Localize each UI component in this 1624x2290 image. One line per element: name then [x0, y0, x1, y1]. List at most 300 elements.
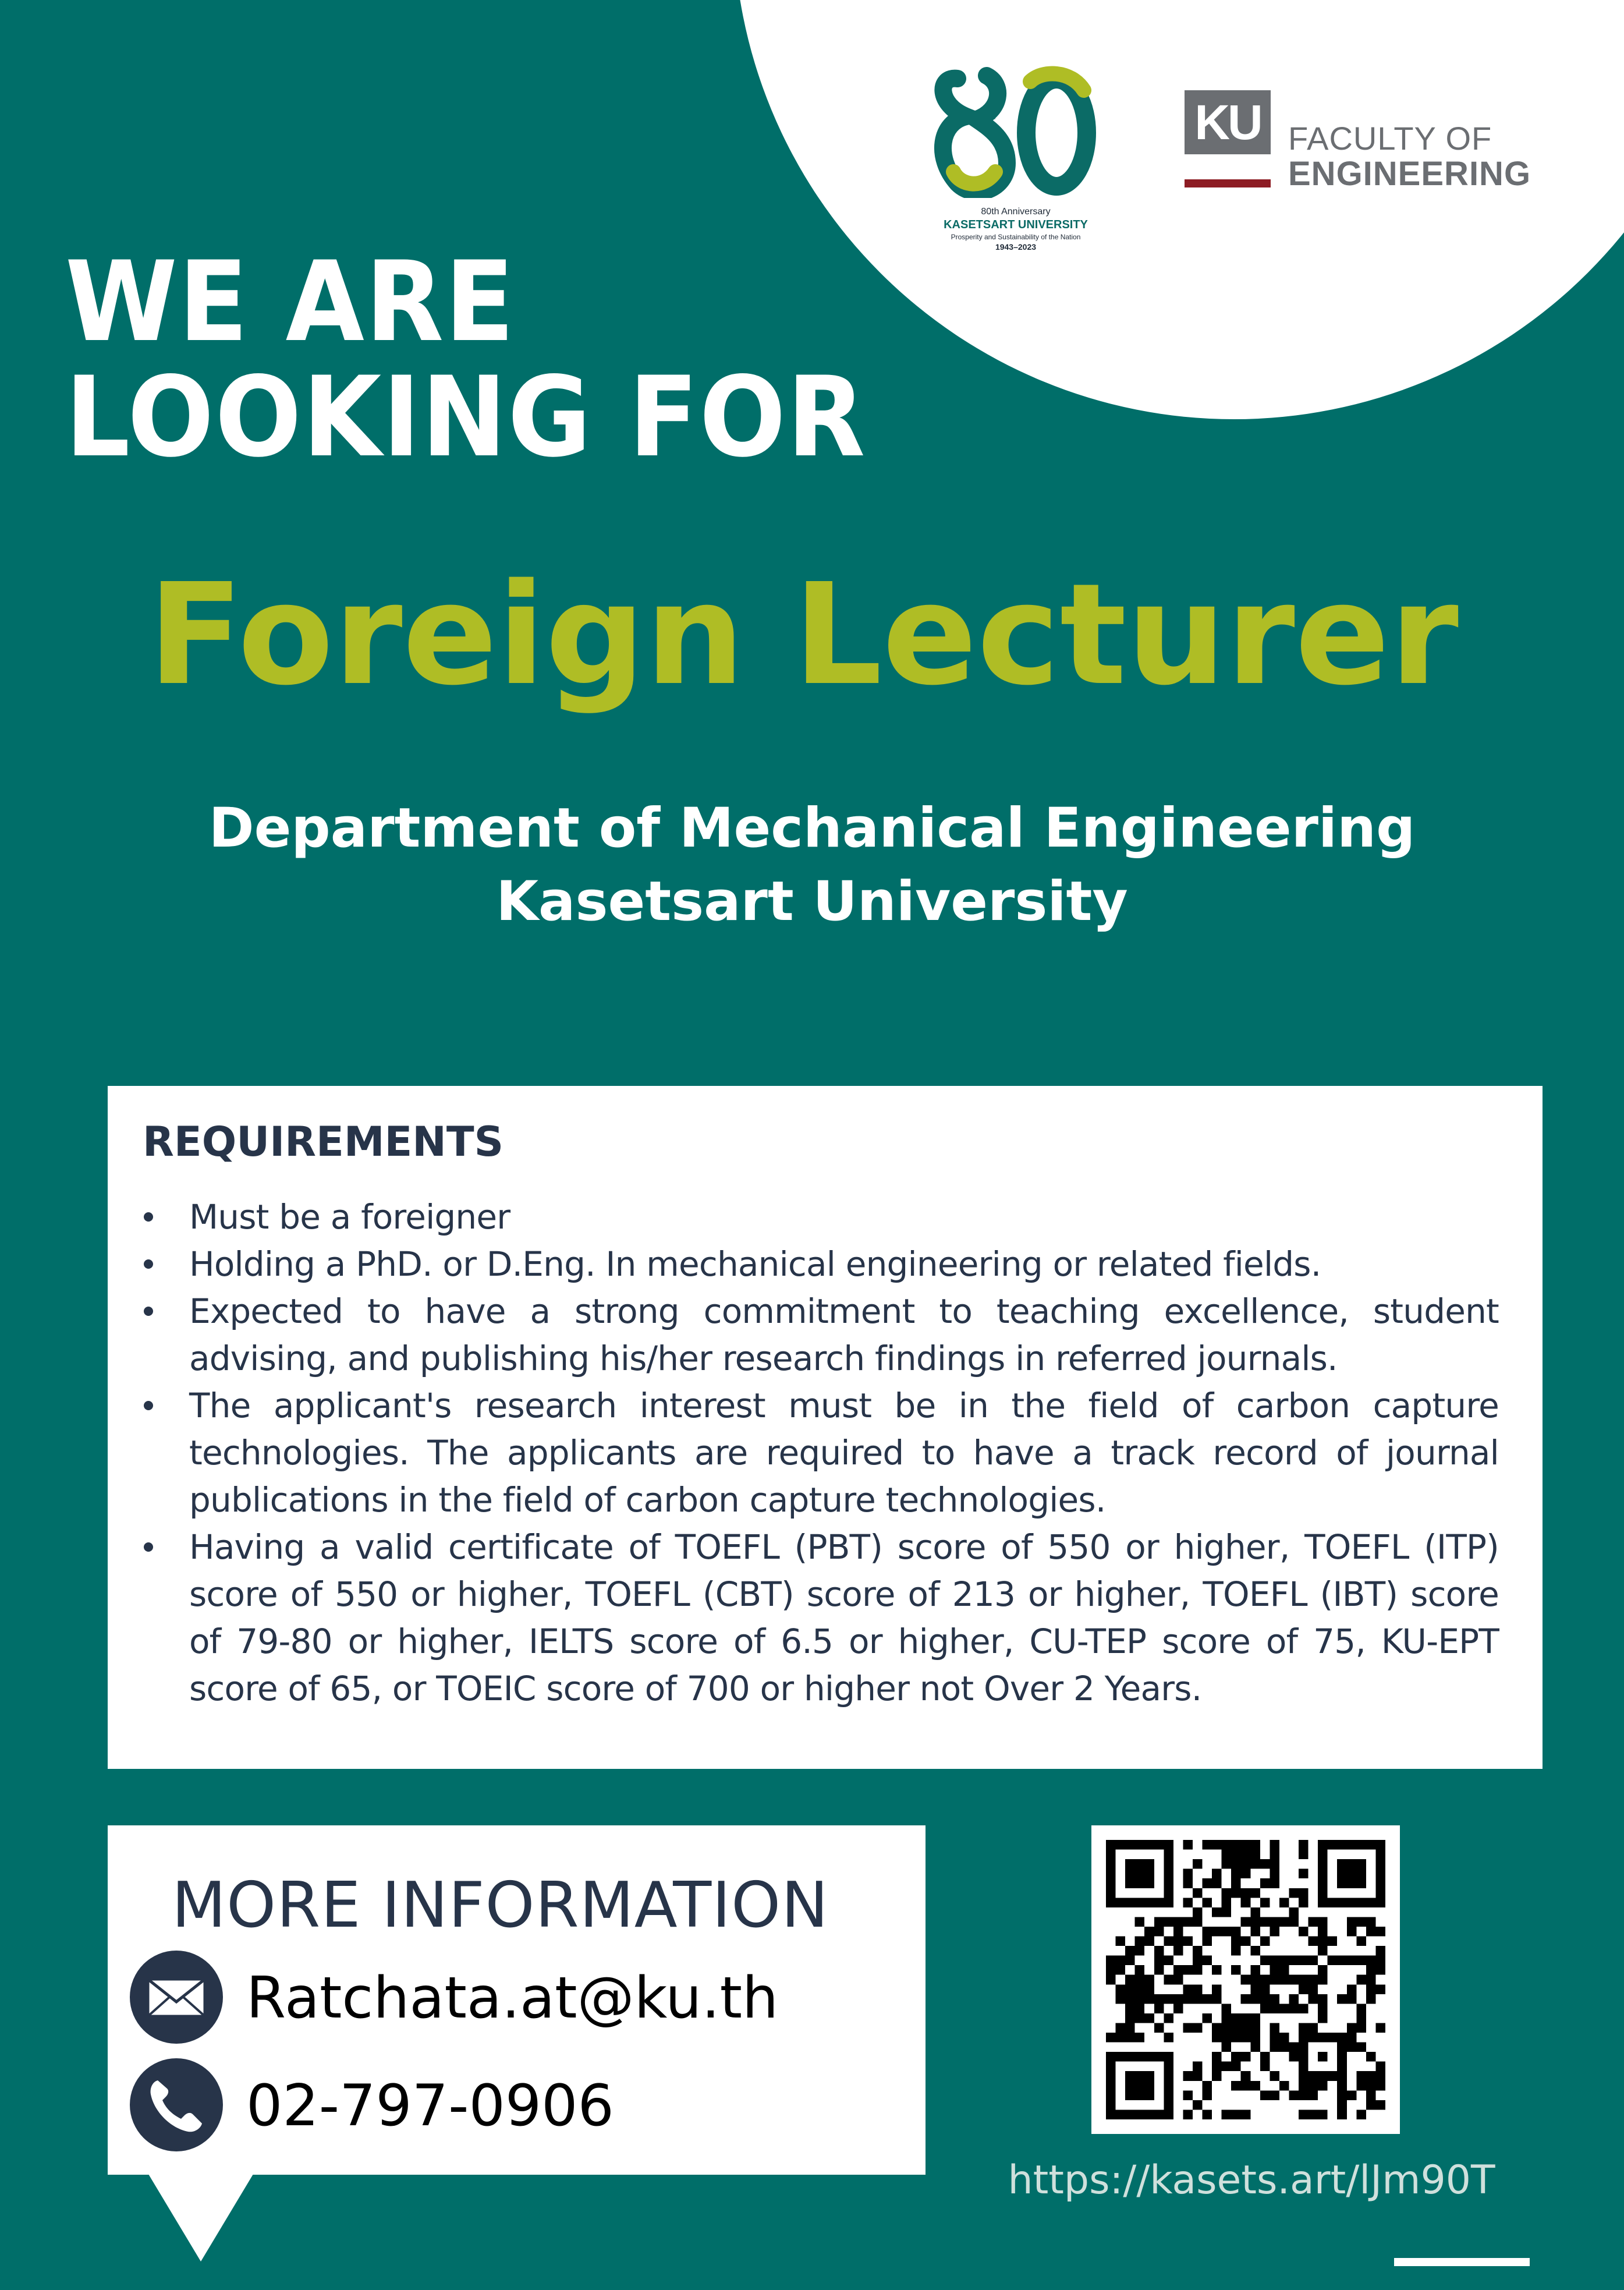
qr-module: [1106, 1956, 1116, 1966]
qr-module: [1241, 1994, 1251, 2004]
qr-module: [1135, 1965, 1145, 1975]
qr-module: [1299, 1869, 1309, 1879]
qr-module: [1270, 1850, 1279, 1860]
qr-module: [1193, 2062, 1203, 2072]
qr-module: [1337, 2052, 1347, 2062]
qr-module: [1241, 2110, 1251, 2119]
qr-module: [1231, 1840, 1241, 1850]
qr-module: [1260, 1975, 1270, 1985]
qr-module: [1337, 1878, 1347, 1888]
qr-module: [1183, 1984, 1193, 1994]
qr-module: [1116, 1994, 1126, 2004]
qr-module: [1356, 2043, 1366, 2052]
qr-module: [1299, 2062, 1309, 2072]
qr-module: [1347, 1869, 1357, 1879]
qr-module: [1250, 1888, 1260, 1898]
qr-module: [1366, 2100, 1376, 2110]
qr-module: [1260, 1859, 1270, 1869]
qr-module: [1375, 1888, 1385, 1898]
qr-module: [1203, 1898, 1212, 1907]
qr-module: [1318, 1937, 1328, 1946]
qr-module: [1231, 1878, 1241, 1888]
qr-module: [1241, 1937, 1251, 1946]
qr-module: [1183, 1878, 1193, 1888]
qr-module: [1222, 2033, 1232, 2043]
qr-module: [1250, 2043, 1260, 2052]
qr-module: [1309, 1994, 1318, 2004]
qr-module: [1299, 1956, 1309, 1966]
qr-module: [1366, 1898, 1376, 1907]
qr-module: [1289, 1888, 1299, 1898]
qr-module: [1231, 1937, 1241, 1946]
qr-module: [1135, 1984, 1145, 1994]
qr-module: [1375, 1927, 1385, 1937]
qr-module: [1347, 2033, 1357, 2043]
qr-module: [1375, 1869, 1385, 1879]
qr-module: [1241, 2033, 1251, 2043]
qr-module: [1212, 1994, 1222, 2004]
qr-module: [1337, 2081, 1347, 2091]
qr-module: [1173, 1937, 1183, 1946]
qr-module: [1183, 1898, 1193, 1907]
short-url-link[interactable]: https://kasets.art/lJm90T: [1008, 2157, 1495, 2203]
qr-module: [1347, 1840, 1357, 1850]
qr-module: [1250, 1965, 1260, 1975]
qr-module: [1366, 1965, 1376, 1975]
qr-module: [1260, 1878, 1270, 1888]
qr-module: [1279, 1975, 1289, 1985]
qr-module: [1125, 1898, 1135, 1907]
qr-module: [1309, 2023, 1318, 2033]
qr-module: [1231, 1927, 1241, 1937]
qr-module: [1318, 1965, 1328, 1975]
qr-module: [1212, 1840, 1222, 1850]
qr-module: [1347, 1927, 1357, 1937]
qr-module: [1231, 2062, 1241, 2072]
qr-module: [1193, 1984, 1203, 1994]
qr-module: [1289, 1975, 1299, 1985]
contact-email[interactable]: Ratchata.at@ku.th: [246, 1965, 779, 2031]
qr-module: [1144, 2090, 1154, 2100]
qr-module: [1212, 1878, 1222, 1888]
qr-module: [1231, 2033, 1241, 2043]
qr-module: [1203, 1927, 1212, 1937]
qr-module: [1309, 2071, 1318, 2081]
qr-module: [1154, 2052, 1164, 2062]
qr-module: [1116, 1937, 1126, 1946]
qr-module: [1125, 1994, 1135, 2004]
qr-module: [1356, 1975, 1366, 1985]
qr-module: [1356, 1937, 1366, 1946]
qr-module: [1270, 2033, 1279, 2043]
qr-module: [1125, 1859, 1135, 1869]
qr-module: [1270, 1994, 1279, 2004]
qr-module: [1106, 1840, 1116, 1850]
more-info-card: [108, 1825, 926, 2175]
qr-module: [1193, 1917, 1203, 1927]
qr-module: [1375, 1946, 1385, 1956]
qr-module: [1144, 2110, 1154, 2119]
qr-module: [1270, 1965, 1279, 1975]
qr-module: [1106, 2081, 1116, 2091]
qr-module: [1279, 1917, 1289, 1927]
qr-module: [1135, 1975, 1145, 1985]
qr-module: [1222, 1850, 1232, 1860]
qr-module: [1144, 2013, 1154, 2023]
qr-module: [1356, 2023, 1366, 2033]
qr-module: [1106, 1859, 1116, 1869]
speech-bubble-tail: [148, 2174, 253, 2261]
qr-module: [1154, 1898, 1164, 1907]
qr-module: [1173, 1975, 1183, 1985]
qr-module: [1337, 2110, 1347, 2119]
qr-module: [1116, 1898, 1126, 1907]
envelope-icon: [130, 1951, 223, 2044]
qr-module: [1318, 1859, 1328, 1869]
qr-module: [1144, 2081, 1154, 2091]
qr-module: [1375, 2062, 1385, 2072]
qr-module: [1125, 2013, 1135, 2023]
qr-module: [1183, 1965, 1193, 1975]
qr-module: [1375, 1898, 1385, 1907]
department-name: Department of Mechanical Engineering: [208, 797, 1416, 860]
qr-module: [1366, 1984, 1376, 1994]
qr-module: [1154, 2110, 1164, 2119]
qr-module: [1135, 1840, 1145, 1850]
qr-module: [1222, 2043, 1232, 2052]
qr-module: [1222, 2004, 1232, 2013]
anniversary-logo: [931, 64, 1100, 250]
qr-module: [1231, 2013, 1241, 2023]
qr-module: [1144, 1937, 1154, 1946]
qr-module: [1144, 1840, 1154, 1850]
qr-module: [1125, 1984, 1135, 1994]
qr-module: [1164, 2052, 1173, 2062]
qr-module: [1328, 2071, 1338, 2081]
qr-module: [1203, 2110, 1212, 2119]
requirements-card: [108, 1086, 1543, 1769]
qr-module: [1356, 1917, 1366, 1927]
qr-module: [1299, 1898, 1309, 1907]
qr-module: [1309, 2033, 1318, 2043]
qr-module: [1173, 1927, 1183, 1937]
qr-module: [1135, 2052, 1145, 2062]
qr-module: [1231, 2052, 1241, 2062]
qr-module: [1203, 2090, 1212, 2100]
qr-module: [1203, 1994, 1212, 2004]
qr-module: [1375, 2081, 1385, 2091]
qr-module: [1106, 1975, 1116, 1985]
qr-module: [1299, 1975, 1309, 1985]
qr-module: [1250, 1975, 1260, 1985]
qr-module: [1135, 1859, 1145, 1869]
qr-module: [1154, 1946, 1164, 1956]
qr-module: [1164, 2081, 1173, 2091]
requirement-item: Having a valid certificate of TOEFL (PBT) score of 550 or higher, TOEFL (ITP) score of 550 or higher, TOEFL (CBT) score of 213 or higher, TOEFL (IBT) score of 79-80 or higher, IELTS score of 6.5 or higher, CU-TEP score of 75, KU-EPT score of 65, or TOEIC score of 700 or higher not Over 2 Years.: [143, 1524, 1499, 1712]
qr-module: [1203, 1878, 1212, 1888]
qr-module: [1318, 2013, 1328, 2023]
qr-module: [1203, 2081, 1212, 2091]
qr-module: [1193, 1888, 1203, 1898]
qr-module: [1270, 2023, 1279, 2033]
qr-module: [1337, 1898, 1347, 1907]
qr-module: [1270, 1840, 1279, 1850]
qr-module: [1299, 1840, 1309, 1850]
qr-module: [1106, 1850, 1116, 1860]
qr-module: [1135, 1898, 1145, 1907]
qr-module: [1135, 2004, 1145, 2013]
qr-module: [1212, 1927, 1222, 1937]
qr-module: [1366, 1927, 1376, 1937]
qr-module: [1375, 2071, 1385, 2081]
qr-module: [1144, 2052, 1154, 2062]
qr-module: [1135, 2033, 1145, 2043]
qr-module: [1375, 1956, 1385, 1966]
qr-module: [1135, 1869, 1145, 1879]
qr-module: [1318, 1994, 1328, 2004]
qr-module: [1164, 1840, 1173, 1850]
qr-module: [1164, 1850, 1173, 1860]
qr-module: [1144, 1898, 1154, 1907]
anniversary-line4: 1943–2023: [995, 242, 1037, 252]
qr-module: [1193, 2100, 1203, 2110]
qr-module: [1164, 2033, 1173, 2043]
qr-module: [1106, 2100, 1116, 2110]
qr-module: [1318, 2004, 1328, 2013]
qr-module: [1337, 2043, 1347, 2052]
qr-module: [1164, 1937, 1173, 1946]
more-info-title: MORE INFORMATION: [172, 1869, 829, 1942]
qr-module: [1318, 2052, 1328, 2062]
qr-module: [1299, 1850, 1309, 1860]
qr-module: [1299, 2081, 1309, 2091]
qr-module: [1212, 1869, 1222, 1879]
qr-module: [1154, 1927, 1164, 1937]
qr-module: [1125, 2081, 1135, 2091]
qr-module: [1164, 1975, 1173, 1985]
qr-module: [1125, 1840, 1135, 1850]
qr-module: [1250, 1994, 1260, 2004]
qr-module: [1135, 2071, 1145, 2081]
qr-module: [1125, 2052, 1135, 2062]
qr-module: [1309, 2090, 1318, 2100]
qr-module: [1366, 1975, 1376, 1985]
qr-module: [1250, 1917, 1260, 1927]
qr-module: [1270, 1927, 1279, 1937]
qr-module: [1356, 2081, 1366, 2091]
qr-module: [1279, 2043, 1289, 2052]
qr-module: [1337, 1956, 1347, 1966]
qr-module: [1318, 1878, 1328, 1888]
qr-module: [1241, 2013, 1251, 2023]
qr-module: [1299, 1888, 1309, 1898]
qr-module: [1250, 1850, 1260, 1860]
qr-module: [1222, 2110, 1232, 2119]
qr-module: [1125, 2090, 1135, 2100]
qr-code-icon: [1106, 1840, 1385, 2119]
qr-module: [1212, 1907, 1222, 1917]
qr-module: [1347, 1994, 1357, 2004]
qr-module: [1270, 1869, 1279, 1879]
qr-module: [1173, 2004, 1183, 2013]
qr-module: [1299, 2052, 1309, 2062]
qr-module: [1193, 1965, 1203, 1975]
qr-module: [1125, 1956, 1135, 1966]
qr-module: [1309, 1984, 1318, 1994]
qr-module: [1173, 1994, 1183, 2004]
qr-module: [1231, 1869, 1241, 1879]
qr-module: [1347, 1984, 1357, 1994]
qr-module: [1144, 1878, 1154, 1888]
qr-module: [1328, 1956, 1338, 1966]
qr-module: [1164, 1859, 1173, 1869]
qr-module: [1183, 1917, 1193, 1927]
qr-module: [1260, 1937, 1270, 1946]
qr-module: [1144, 1975, 1154, 1985]
qr-module: [1270, 2043, 1279, 2052]
qr-module: [1241, 2081, 1251, 2091]
qr-module: [1356, 2110, 1366, 2119]
qr-module: [1270, 1917, 1279, 1927]
qr-module: [1193, 2071, 1203, 2081]
qr-module: [1347, 2090, 1357, 2100]
requirement-item: The applicant's research interest must be in the field of carbon capture technologies. The applicants are required to have a track record of journal publications in the field of carbon capture technologies.: [143, 1382, 1499, 1524]
qr-module: [1154, 1994, 1164, 2004]
qr-module: [1260, 2004, 1270, 2013]
qr-module: [1375, 1850, 1385, 1860]
qr-module: [1164, 2062, 1173, 2072]
qr-module: [1337, 1840, 1347, 1850]
qr-module: [1173, 1946, 1183, 1956]
qr-module: [1241, 2071, 1251, 2081]
qr-module: [1135, 2081, 1145, 2091]
qr-module: [1125, 2033, 1135, 2043]
contact-phone[interactable]: 02-797-0906: [246, 2073, 614, 2139]
qr-module: [1250, 1946, 1260, 1956]
qr-module: [1347, 1859, 1357, 1869]
qr-module: [1337, 2071, 1347, 2081]
qr-module: [1337, 1859, 1347, 1869]
qr-module: [1135, 1878, 1145, 1888]
qr-module: [1250, 1984, 1260, 1994]
qr-module: [1193, 1946, 1203, 1956]
qr-module: [1318, 2110, 1328, 2119]
qr-module: [1366, 1917, 1376, 1927]
qr-module: [1270, 1975, 1279, 1985]
qr-module: [1106, 2052, 1116, 2062]
phone-icon: [130, 2058, 223, 2151]
qr-module: [1356, 1956, 1366, 1966]
qr-module: [1375, 2023, 1385, 2033]
qr-module: [1183, 2090, 1193, 2100]
qr-module: [1212, 2071, 1222, 2081]
qr-module: [1250, 2033, 1260, 2043]
qr-module: [1193, 1859, 1203, 1869]
qr-module: [1231, 2081, 1241, 2091]
qr-module: [1270, 1956, 1279, 1966]
qr-module: [1241, 1898, 1251, 1907]
qr-module: [1106, 1888, 1116, 1898]
anniversary-line1: 80th Anniversary: [981, 207, 1051, 217]
qr-module: [1328, 1840, 1338, 1850]
faculty-logo-line1: FACULTY OF: [1288, 120, 1492, 157]
qr-module: [1135, 1946, 1145, 1956]
requirement-item: Must be a foreigner: [143, 1194, 1499, 1241]
qr-module: [1337, 2100, 1347, 2110]
qr-module: [1270, 1859, 1279, 1869]
qr-module: [1289, 2090, 1299, 2100]
qr-module: [1231, 1859, 1241, 1869]
qr-module: [1309, 2110, 1318, 2119]
qr-module: [1106, 2071, 1116, 2081]
qr-module: [1106, 1878, 1116, 1888]
qr-code[interactable]: [1091, 1825, 1400, 2134]
qr-module: [1366, 1994, 1376, 2004]
qr-module: [1366, 2071, 1376, 2081]
qr-module: [1212, 2023, 1222, 2033]
footer-bar: [1394, 2258, 1530, 2266]
qr-module: [1318, 2071, 1328, 2081]
qr-module: [1193, 1956, 1203, 1966]
qr-module: [1260, 1898, 1270, 1907]
qr-module: [1347, 1898, 1357, 1907]
qr-module: [1318, 1898, 1328, 1907]
qr-module: [1375, 1965, 1385, 1975]
qr-module: [1222, 1888, 1232, 1898]
qr-module: [1116, 2033, 1126, 2043]
corner-circle: [733, 0, 1624, 419]
qr-module: [1250, 2013, 1260, 2023]
qr-module: [1356, 1840, 1366, 1850]
qr-module: [1309, 1956, 1318, 1966]
qr-module: [1164, 1869, 1173, 1879]
qr-module: [1212, 1965, 1222, 1975]
qr-module: [1154, 2023, 1164, 2033]
qr-module: [1299, 2043, 1309, 2052]
qr-module: [1241, 1850, 1251, 1860]
qr-module: [1309, 1937, 1318, 1946]
qr-module: [1309, 1917, 1318, 1927]
department-block: [0, 792, 1624, 939]
qr-module: [1347, 2023, 1357, 2033]
qr-module: [1279, 2033, 1289, 2043]
qr-module: [1164, 1878, 1173, 1888]
qr-module: [1366, 1840, 1376, 1850]
qr-module: [1222, 1859, 1232, 1869]
qr-module: [1337, 1994, 1347, 2004]
qr-module: [1299, 2090, 1309, 2100]
qr-module: [1231, 2023, 1241, 2033]
qr-module: [1289, 2043, 1299, 2052]
qr-module: [1289, 1994, 1299, 2004]
qr-module: [1183, 1840, 1193, 1850]
qr-module: [1164, 2071, 1173, 2081]
qr-module: [1106, 1898, 1116, 1907]
qr-module: [1173, 1965, 1183, 1975]
qr-module: [1318, 1917, 1328, 1927]
anniversary-line2: KASETSART UNIVERSITY: [944, 218, 1088, 231]
qr-module: [1125, 1946, 1135, 1956]
qr-module: [1289, 2052, 1299, 2062]
qr-module: [1260, 1984, 1270, 1994]
qr-module: [1125, 1878, 1135, 1888]
qr-module: [1318, 1840, 1328, 1850]
qr-module: [1279, 2004, 1289, 2013]
qr-module: [1241, 1975, 1251, 1985]
headline-line2: LOOKING FOR: [65, 353, 867, 482]
qr-module: [1347, 1956, 1357, 1966]
qr-module: [1183, 2071, 1193, 2081]
